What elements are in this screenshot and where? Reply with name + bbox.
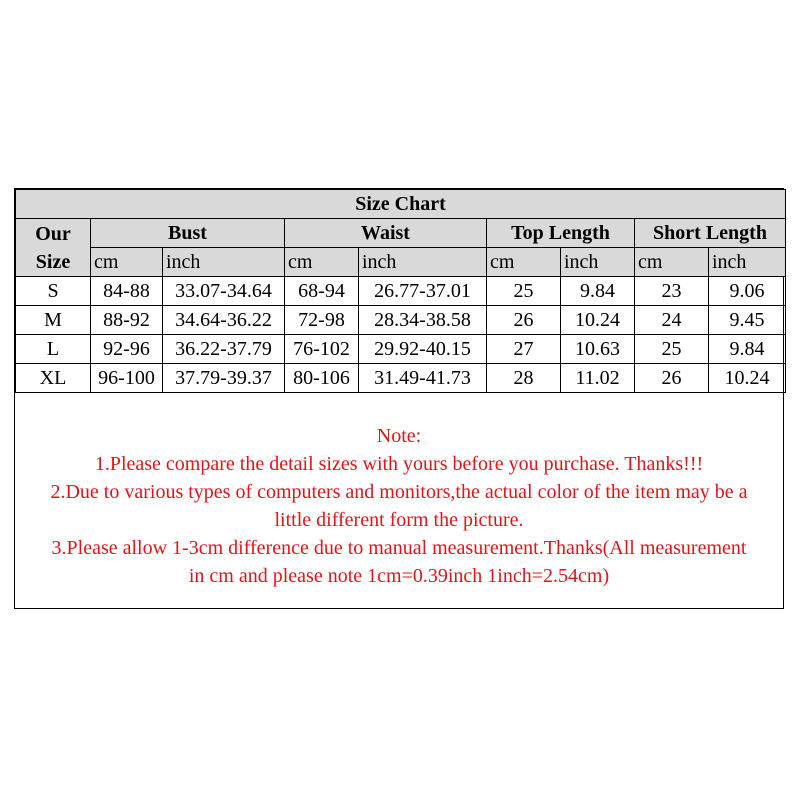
note-line: 2.Due to various types of computers and monitors,the actual color of the item may be a — [50, 481, 748, 503]
size-cell: XL — [16, 364, 91, 393]
table-cell: 9.84 — [561, 277, 635, 306]
table-cell: 34.64-36.22 — [163, 306, 285, 335]
table-row — [16, 277, 786, 306]
table-cell: 25 — [635, 335, 709, 364]
table-cell: 23 — [635, 277, 709, 306]
table-cell: 9.84 — [709, 335, 786, 364]
table-cell: 28.34-38.58 — [359, 306, 487, 335]
table-cell: 10.63 — [561, 335, 635, 364]
note-line: little different form the picture. — [274, 509, 524, 531]
note-line: 3.Please allow 1-3cm difference due to manual measurement.Thanks(All measurement — [51, 537, 747, 559]
table-cell: 26.77-37.01 — [359, 277, 487, 306]
table-cell: 26 — [635, 364, 709, 393]
table-cell: 11.02 — [561, 364, 635, 393]
table-cell: 68-94 — [285, 277, 359, 306]
notes-section — [15, 393, 783, 590]
size-cell: S — [16, 277, 91, 306]
table-cell: 96-100 — [91, 364, 163, 393]
table-cell: 88-92 — [91, 306, 163, 335]
table-row — [16, 335, 786, 364]
our-size-label-line2: Size — [35, 250, 71, 273]
table-cell: 27 — [487, 335, 561, 364]
unit-header: inch — [359, 248, 487, 277]
table-cell: 37.79-39.37 — [163, 364, 285, 393]
table-cell: 31.49-41.73 — [359, 364, 487, 393]
our-size-label-line1: Our — [35, 222, 71, 245]
bust-header: Bust — [91, 219, 285, 248]
table-row — [16, 364, 786, 393]
table-cell: 10.24 — [709, 364, 786, 393]
waist-header: Waist — [285, 219, 487, 248]
table-cell: 25 — [487, 277, 561, 306]
unit-header: inch — [163, 248, 285, 277]
table-cell: 9.45 — [709, 306, 786, 335]
table-cell: 9.06 — [709, 277, 786, 306]
chart-title: Size Chart — [16, 190, 786, 219]
short-length-header: Short Length — [635, 219, 786, 248]
unit-header: cm — [91, 248, 163, 277]
table-cell: 26 — [487, 306, 561, 335]
unit-header: inch — [709, 248, 786, 277]
unit-header: cm — [635, 248, 709, 277]
table-row — [16, 306, 786, 335]
table-cell: 28 — [487, 364, 561, 393]
our-size-header — [16, 219, 91, 277]
size-cell: M — [16, 306, 91, 335]
unit-header: cm — [285, 248, 359, 277]
table-cell: 72-98 — [285, 306, 359, 335]
size-cell: L — [16, 335, 91, 364]
note-line: in cm and please note 1cm=0.39inch 1inch=2.54cm) — [188, 565, 610, 587]
note-line: 1.Please compare the detail sizes with yours before you purchase. Thanks!!! — [94, 453, 704, 475]
table-cell: 92-96 — [91, 335, 163, 364]
table-cell: 36.22-37.79 — [163, 335, 285, 364]
table-cell: 76-102 — [285, 335, 359, 364]
table-cell: 10.24 — [561, 306, 635, 335]
table-cell: 24 — [635, 306, 709, 335]
table-cell: 84-88 — [91, 277, 163, 306]
top-length-header: Top Length — [487, 219, 635, 248]
table-cell: 80-106 — [285, 364, 359, 393]
size-table — [15, 189, 786, 393]
unit-header: cm — [487, 248, 561, 277]
note-heading: Note: — [376, 425, 422, 447]
table-cell: 29.92-40.15 — [359, 335, 487, 364]
size-chart — [14, 188, 784, 609]
table-cell: 33.07-34.64 — [163, 277, 285, 306]
unit-header: inch — [561, 248, 635, 277]
